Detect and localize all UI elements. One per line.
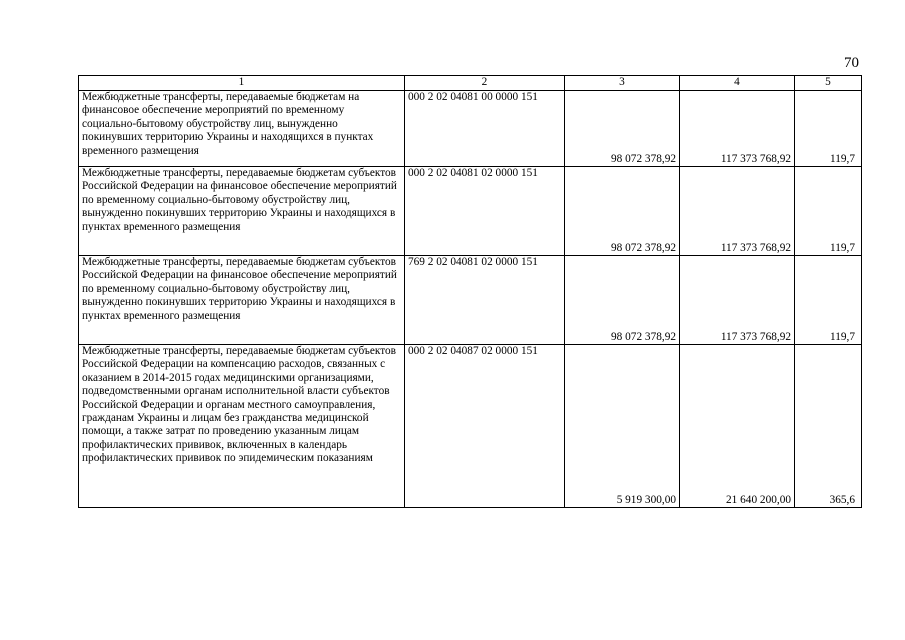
table-row: [79, 91, 862, 167]
table-row: [79, 345, 862, 508]
row-col3-cell: 98 072 378,92: [565, 91, 680, 167]
row-code-cell: 769 2 02 04081 02 0000 151: [405, 256, 565, 345]
row-code-cell: 000 2 02 04081 02 0000 151: [405, 167, 565, 256]
row-col5-cell: 119,7: [795, 167, 862, 256]
column-header-5: 5: [795, 76, 862, 91]
column-header-3: 3: [565, 76, 680, 91]
row-code-cell: 000 2 02 04081 00 0000 151: [405, 91, 565, 167]
row-col3-cell: 98 072 378,92: [565, 167, 680, 256]
column-header-1: 1: [79, 76, 405, 91]
column-header-2: 2: [405, 76, 565, 91]
row-name-cell: Межбюджетные трансферты, передаваемые бюджетам на финансовое обеспечение мероприятий по временному социально-бытовому обустройству лиц, вынужденно покинувших территорию Украины и находящихся в пунктах временного размещения: [79, 91, 405, 167]
table-header-row: [79, 76, 862, 91]
row-name-cell: Межбюджетные трансферты, передаваемые бюджетам субъектов Российской Федерации на компенсацию расходов, связанных с оказанием в 2014-2015 годах медицинскими организациями, подведомственными органам исполнительной власти субъектов Российской Федерации и органам местного самоуправления, гражданам Украины и лицам без гражданства медицинской помощи, а также затрат по проведению указанным лицам профилактических прививок, включенных в календарь профилактических прививок по эпидемическим показаниям: [79, 345, 405, 508]
row-col3-cell: 5 919 300,00: [565, 345, 680, 508]
row-name-cell: Межбюджетные трансферты, передаваемые бюджетам субъектов Российской Федерации на финансовое обеспечение мероприятий по временному социально-бытовому обустройству лиц, вынужденно покинувших территорию Украины и находящихся в пунктах временного размещения: [79, 256, 405, 345]
row-col4-cell: 117 373 768,92: [680, 256, 795, 345]
row-col5-cell: 365,6: [795, 345, 862, 508]
row-name-cell: Межбюджетные трансферты, передаваемые бюджетам субъектов Российской Федерации на финансовое обеспечение мероприятий по временному социально-бытовому обустройству лиц, вынужденно покинувших территорию Украины и находящихся в пунктах временного размещения: [79, 167, 405, 256]
table-row: [79, 167, 862, 256]
row-col4-cell: 21 640 200,00: [680, 345, 795, 508]
budget-table: [78, 75, 862, 508]
column-header-4: 4: [680, 76, 795, 91]
row-col4-cell: 117 373 768,92: [680, 167, 795, 256]
table-row: [79, 256, 862, 345]
row-col5-cell: 119,7: [795, 91, 862, 167]
row-col4-cell: 117 373 768,92: [680, 91, 795, 167]
row-col3-cell: 98 072 378,92: [565, 256, 680, 345]
row-col5-cell: 119,7: [795, 256, 862, 345]
row-code-cell: 000 2 02 04087 02 0000 151: [405, 345, 565, 508]
page-number: 70: [844, 55, 859, 71]
